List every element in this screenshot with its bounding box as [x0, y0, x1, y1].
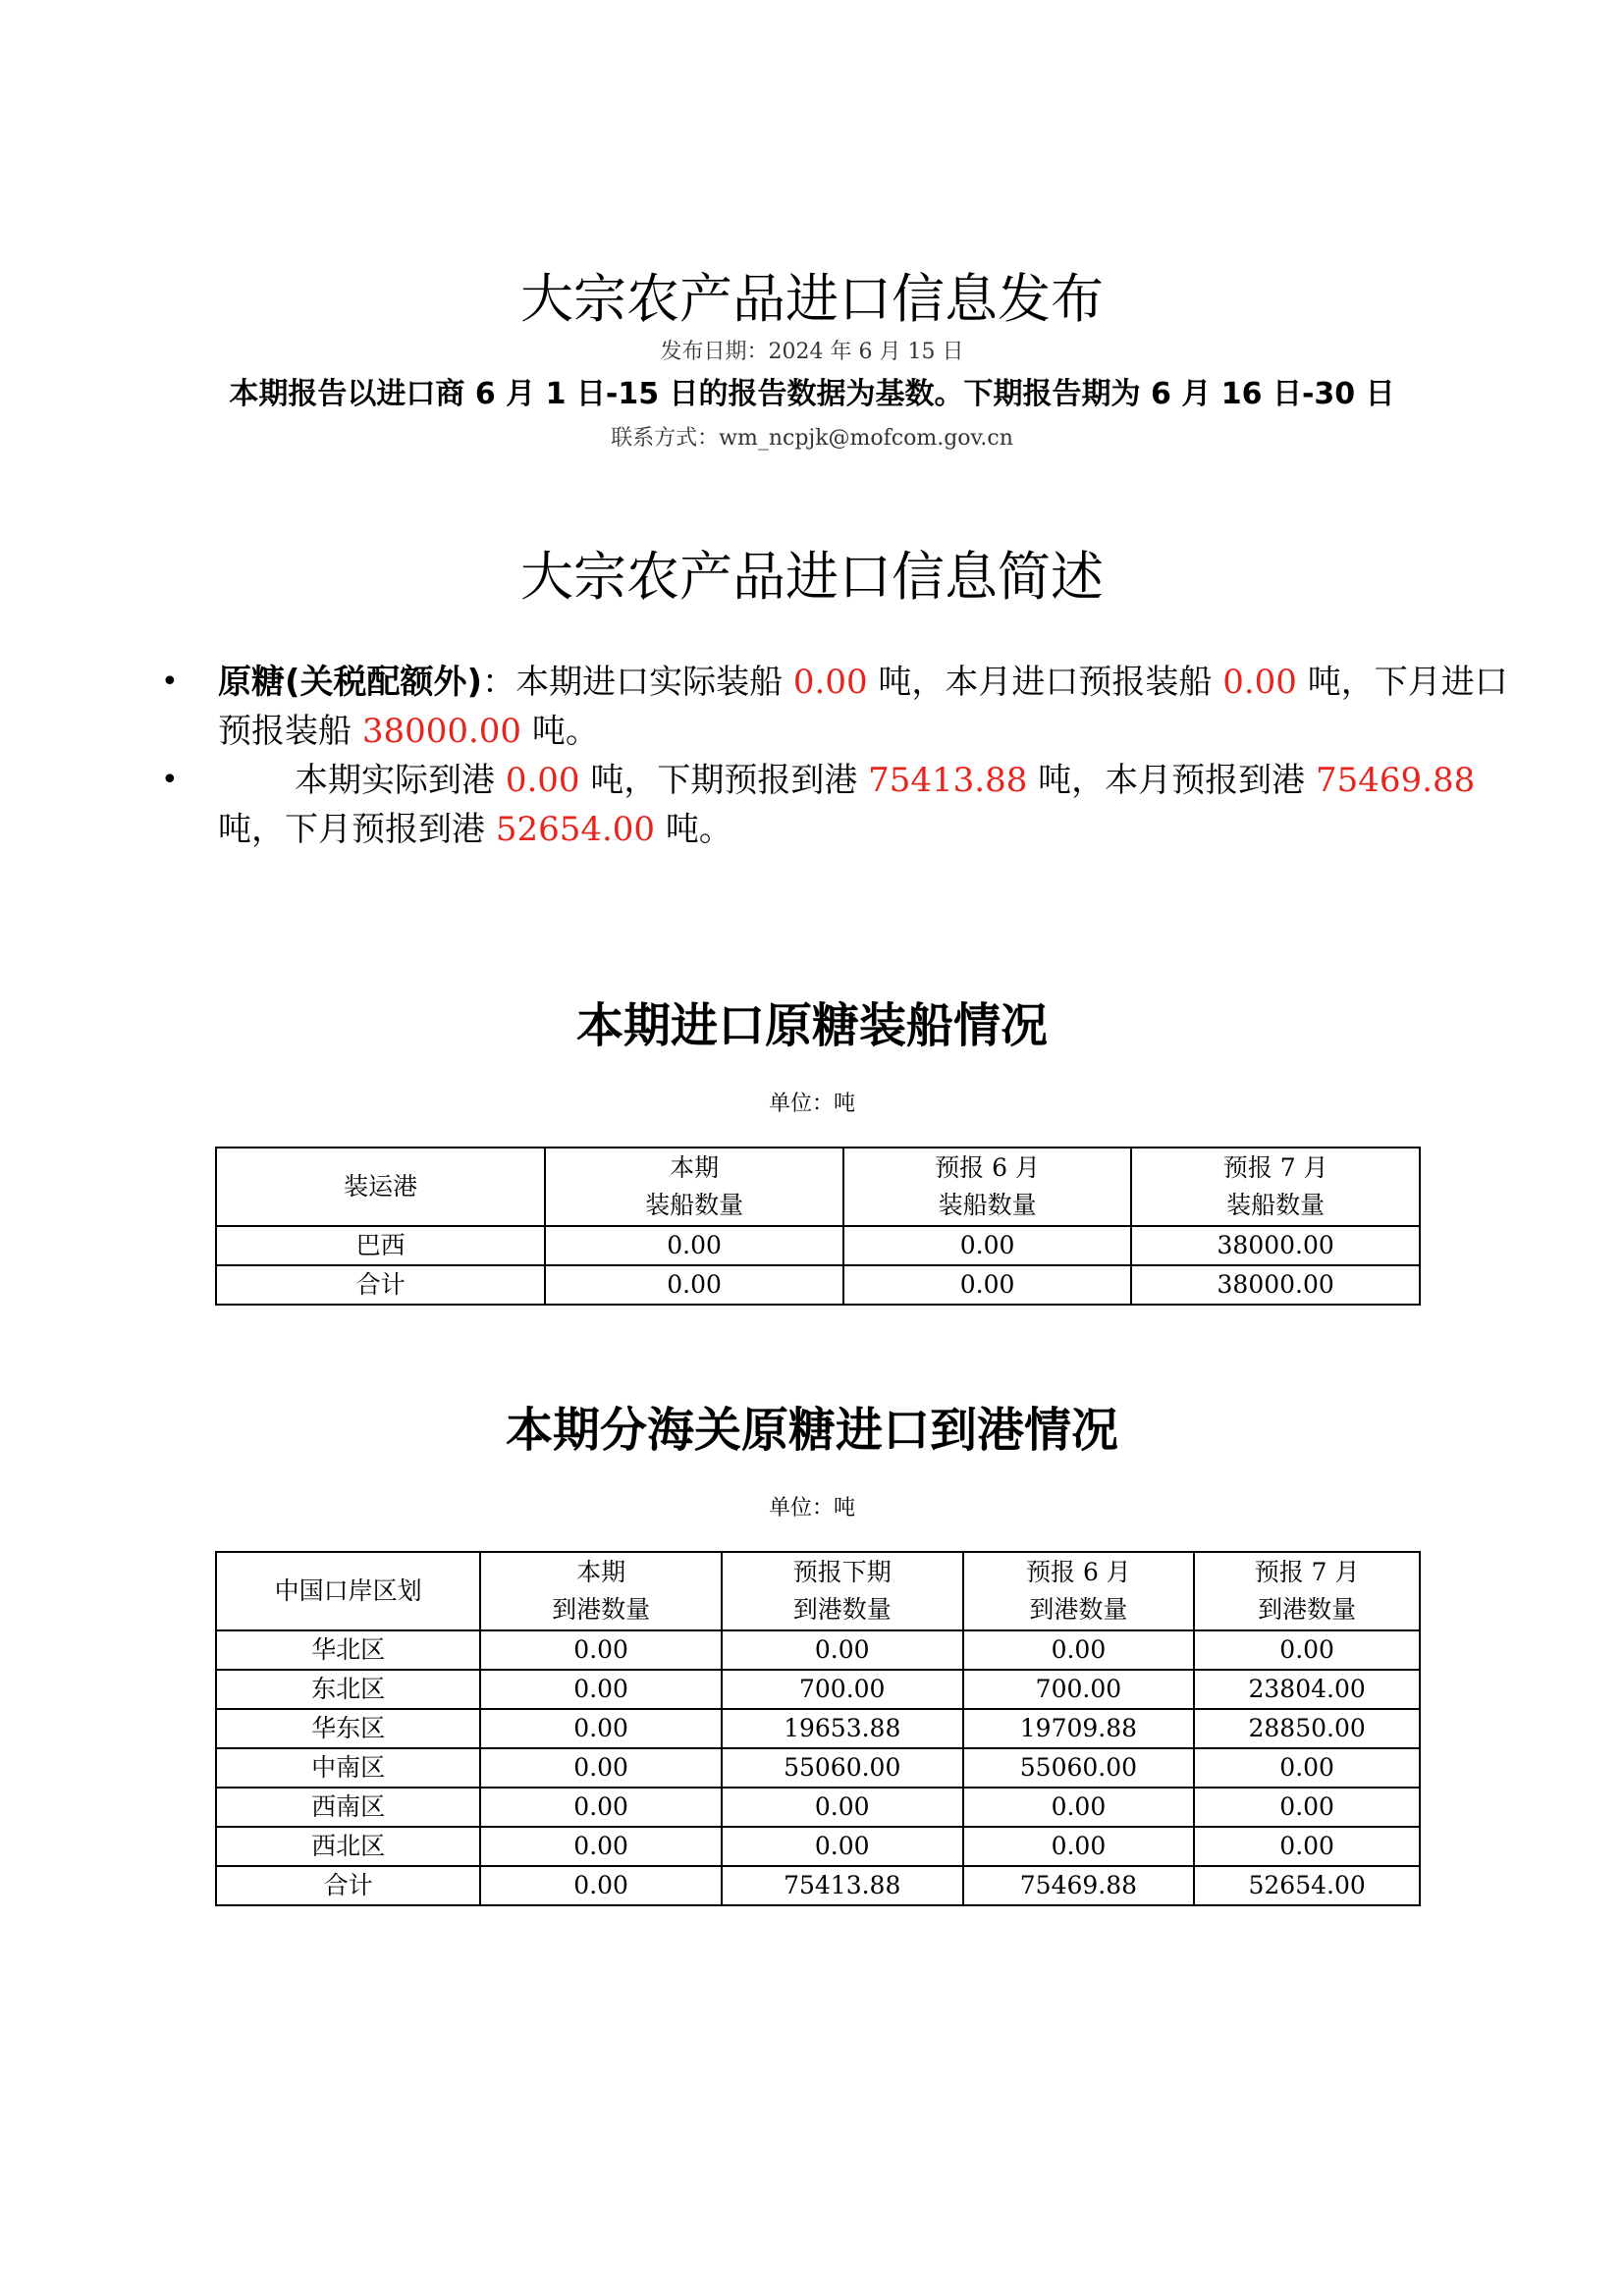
header-cell: 预报 7 月 装船数量 — [1131, 1148, 1420, 1226]
summary-text: 吨。 — [521, 712, 599, 751]
table-row — [216, 1630, 1420, 1670]
table-cell: 中南区 — [216, 1748, 480, 1788]
shipping-unit: 单位：吨 — [768, 1092, 855, 1116]
table-row — [216, 1748, 1420, 1788]
table-row — [216, 1670, 1420, 1709]
table-cell: 0.00 — [480, 1866, 722, 1905]
header-cell: 本期 到港数量 — [480, 1552, 722, 1630]
table-header-row — [216, 1552, 1420, 1630]
arrival-table — [215, 1551, 1421, 1906]
table-cell: 0.00 — [480, 1670, 722, 1709]
table-cell: 华东区 — [216, 1709, 480, 1748]
summary-text: ：本期进口实际装船 — [482, 663, 793, 702]
table-cell: 55060.00 — [963, 1748, 1195, 1788]
table-cell: 19653.88 — [722, 1709, 963, 1748]
table-cell: 28850.00 — [1194, 1709, 1420, 1748]
table-row — [216, 1827, 1420, 1866]
report-period: 本期报告以进口商 6 月 1 日-15 日的报告数据为基数。下期报告期为 6 月 16 日-30 日 — [229, 377, 1395, 411]
table-cell: 700.00 — [722, 1670, 963, 1709]
table-cell: 0.00 — [722, 1788, 963, 1827]
table-row — [216, 1709, 1420, 1748]
table-cell: 巴西 — [216, 1226, 545, 1265]
next-period-arrival-value: 75413.88 — [868, 761, 1028, 800]
summary-item-shipping — [157, 658, 1512, 756]
table-cell: 合计 — [216, 1265, 545, 1305]
table-cell: 0.00 — [480, 1748, 722, 1788]
table-cell: 38000.00 — [1131, 1226, 1420, 1265]
header-cell: 预报 6 月 装船数量 — [843, 1148, 1132, 1226]
actual-shipping-value: 0.00 — [792, 663, 868, 702]
shipping-section-title: 本期进口原糖装船情况 — [575, 998, 1048, 1053]
table-cell: 华北区 — [216, 1630, 480, 1670]
table-header-row — [216, 1148, 1420, 1226]
table-cell: 东北区 — [216, 1670, 480, 1709]
table-cell: 19709.88 — [963, 1709, 1195, 1748]
table-cell: 55060.00 — [722, 1748, 963, 1788]
table-cell: 0.00 — [545, 1265, 842, 1305]
table-cell: 0.00 — [480, 1788, 722, 1827]
table-cell: 0.00 — [963, 1827, 1195, 1866]
header-cell: 预报 7 月 到港数量 — [1194, 1552, 1420, 1630]
table-cell: 0.00 — [1194, 1827, 1420, 1866]
summary-title: 大宗农产品进口信息简述 — [520, 546, 1104, 608]
summary-text: 吨。 — [655, 810, 732, 849]
this-month-arrival-value: 75469.88 — [1316, 761, 1476, 800]
next-month-arrival-value: 52654.00 — [495, 810, 656, 849]
table-cell: 0.00 — [843, 1265, 1132, 1305]
summary-text: 吨，下月预报到港 — [218, 810, 496, 849]
table-cell: 0.00 — [480, 1630, 722, 1670]
summary-text: 吨，下期预报到港 — [579, 761, 869, 800]
table-cell: 0.00 — [1194, 1788, 1420, 1827]
summary-text: 吨，本月预报到港 — [1027, 761, 1316, 800]
table-cell: 38000.00 — [1131, 1265, 1420, 1305]
table-cell: 0.00 — [545, 1226, 842, 1265]
summary-text: 吨，下月进口预报装船 — [218, 663, 1508, 751]
table-cell: 0.00 — [963, 1788, 1195, 1827]
header-cell: 中国口岸区划 — [216, 1552, 480, 1630]
table-cell: 52654.00 — [1194, 1866, 1420, 1905]
table-cell: 0.00 — [1194, 1748, 1420, 1788]
table-row — [216, 1265, 1420, 1305]
header-cell: 预报下期 到港数量 — [722, 1552, 963, 1630]
table-row — [216, 1226, 1420, 1265]
table-cell: 西北区 — [216, 1827, 480, 1866]
summary-item-arrival — [157, 756, 1512, 854]
table-cell: 0.00 — [480, 1827, 722, 1866]
table-cell: 75469.88 — [963, 1866, 1195, 1905]
table-cell: 西南区 — [216, 1788, 480, 1827]
page-title: 大宗农产品进口信息发布 — [520, 268, 1104, 330]
table-cell: 0.00 — [722, 1827, 963, 1866]
this-month-shipping-value: 0.00 — [1222, 663, 1297, 702]
release-date: 发布日期：2024 年 6 月 15 日 — [660, 340, 964, 364]
table-cell: 0.00 — [1194, 1630, 1420, 1670]
table-row — [216, 1866, 1420, 1905]
header-cell: 预报 6 月 到港数量 — [963, 1552, 1195, 1630]
summary-text: 本期实际到港 — [295, 761, 506, 800]
header-cell: 装运港 — [216, 1148, 545, 1226]
table-cell: 23804.00 — [1194, 1670, 1420, 1709]
table-cell: 0.00 — [963, 1630, 1195, 1670]
table-row — [216, 1788, 1420, 1827]
next-month-shipping-value: 38000.00 — [361, 712, 522, 751]
shipping-table — [215, 1147, 1421, 1306]
table-cell: 700.00 — [963, 1670, 1195, 1709]
arrival-section-title: 本期分海关原糖进口到港情况 — [505, 1403, 1118, 1458]
table-cell: 0.00 — [480, 1709, 722, 1748]
table-cell: 合计 — [216, 1866, 480, 1905]
summary-list — [157, 658, 1512, 854]
arrival-unit: 单位：吨 — [768, 1496, 855, 1521]
actual-arrival-value: 0.00 — [505, 761, 580, 800]
table-cell: 0.00 — [843, 1226, 1132, 1265]
table-cell: 75413.88 — [722, 1866, 963, 1905]
contact-info: 联系方式：wm_ncpjk@mofcom.gov.cn — [611, 426, 1013, 451]
product-name: 原糖(关税配额外) — [218, 663, 483, 702]
header-cell: 本期 装船数量 — [545, 1148, 842, 1226]
summary-text: 吨，本月进口预报装船 — [867, 663, 1223, 702]
table-cell: 0.00 — [722, 1630, 963, 1670]
